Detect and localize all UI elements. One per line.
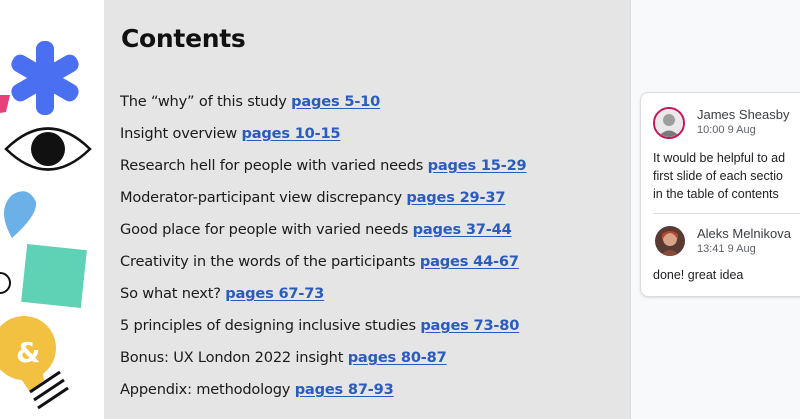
circle-outline-shape <box>0 273 10 293</box>
toc-item-text: The “why” of this study <box>120 93 287 110</box>
toc-item-link[interactable]: pages 73-80 <box>420 317 520 334</box>
toc-item-link[interactable]: pages 44-67 <box>419 253 519 270</box>
toc-item-text: Good place for people with varied needs <box>120 221 409 238</box>
avatar[interactable] <box>655 226 685 256</box>
comment-divider <box>653 213 800 214</box>
toc-item-text: 5 principles of designing inclusive studies <box>120 317 416 334</box>
toc-item <box>120 182 527 214</box>
toc-item-link[interactable]: pages 29-37 <box>406 189 506 206</box>
asterisk-shape <box>8 41 81 115</box>
toc-item-link[interactable]: pages 15-29 <box>427 157 527 174</box>
comment-author: James Sheasby <box>697 107 790 122</box>
toc-item <box>120 278 527 310</box>
comment-timestamp: 10:00 9 Aug <box>697 124 756 136</box>
toc-item-text: So what next? <box>120 285 221 302</box>
toc-item <box>120 374 527 406</box>
avatar[interactable] <box>653 107 685 139</box>
toc-item <box>120 118 527 150</box>
toc-item <box>120 214 527 246</box>
comment-author: Aleks Melnikova <box>697 226 791 241</box>
toc-item-link[interactable]: pages 37-44 <box>412 221 512 238</box>
toc-item-text: Appendix: methodology <box>120 381 291 398</box>
toc-item-link[interactable]: pages 10-15 <box>241 125 341 142</box>
toc-item-link[interactable]: pages 67-73 <box>225 285 325 302</box>
comment-timestamp: 13:41 9 Aug <box>697 243 756 255</box>
toc-item <box>120 342 527 374</box>
toc-item-link[interactable]: pages 5-10 <box>291 93 381 110</box>
comment-body-line: done! great idea <box>653 268 744 282</box>
svg-text:&: & <box>16 336 41 369</box>
toc-item <box>120 150 527 182</box>
drop-shape <box>4 191 36 238</box>
comment-body-line: first slide of each sectio <box>653 169 783 183</box>
table-of-contents <box>120 86 527 406</box>
toc-item-link[interactable]: pages 80-87 <box>347 349 447 366</box>
comment-body-line: It would be helpful to ad <box>653 151 786 165</box>
toc-item <box>120 86 527 118</box>
toc-item-text: Bonus: UX London 2022 insight <box>120 349 344 366</box>
toc-item-text: Creativity in the words of the participants <box>120 253 416 270</box>
toc-item <box>120 246 527 278</box>
slide-title: Contents <box>121 24 246 53</box>
toc-item-link[interactable]: pages 87-93 <box>294 381 394 398</box>
decorative-illustration <box>0 0 104 419</box>
pink-shape <box>0 95 10 113</box>
square-shape <box>21 244 87 308</box>
eye-shape <box>6 129 90 170</box>
comment-thread[interactable] <box>640 92 800 297</box>
toc-item-text: Moderator-participant view discrepancy <box>120 189 402 206</box>
toc-item-text: Research hell for people with varied needs <box>120 157 424 174</box>
slide-canvas <box>104 0 630 419</box>
toc-item-text: Insight overview <box>120 125 238 142</box>
comment-body-line: in the table of contents <box>653 187 779 201</box>
avatar-photo-icon <box>655 226 685 256</box>
toc-item <box>120 310 527 342</box>
avatar-photo-icon <box>655 109 683 137</box>
lightbulb-shape <box>0 316 68 408</box>
